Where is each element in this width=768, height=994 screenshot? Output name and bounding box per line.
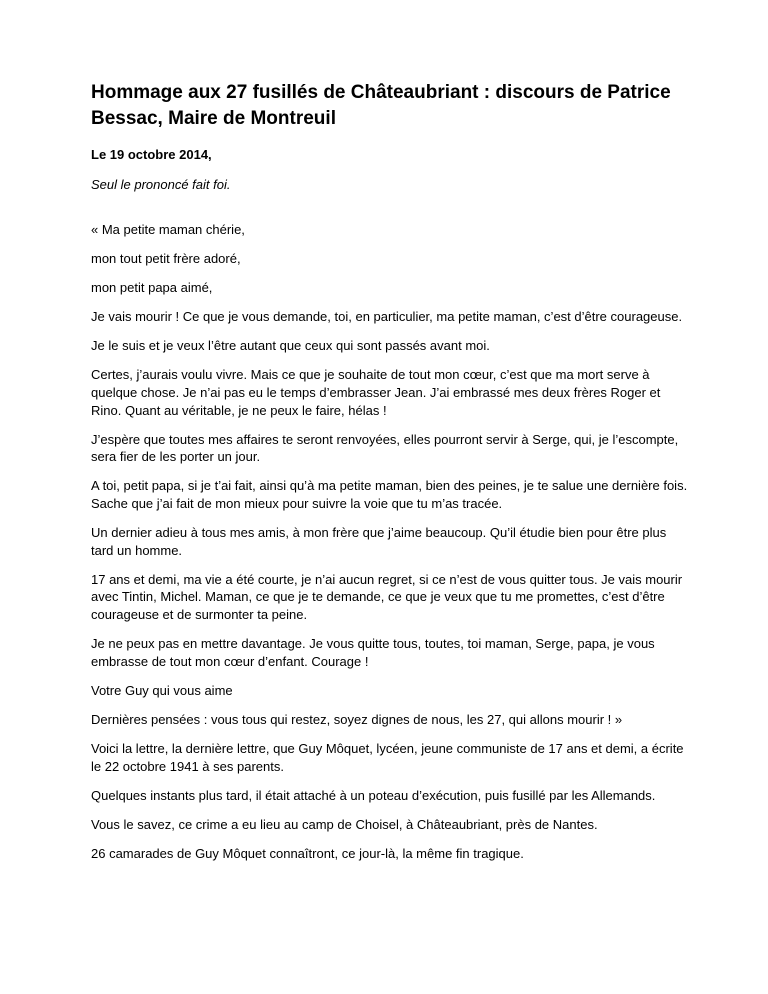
paragraph: Je le suis et je veux l’être autant que ceux qui sont passés avant moi.: [91, 338, 490, 354]
document-title: Hommage aux 27 fusillés de Châteaubriant : discours de Patrice Bessac, Maire de Montreuil: [91, 82, 671, 129]
paragraph: Voici la lettre, la dernière lettre, que Guy Môquet, lycéen, jeune communiste de 17 ans et demi, a écrite le 22 octobre 1941 à ses parents.: [91, 740, 684, 774]
paragraph: mon petit papa aimé,: [91, 280, 213, 296]
paragraph: Vous le savez, ce crime a eu lieu au camp de Choisel, à Châteaubriant, près de Nantes.: [91, 816, 598, 832]
paragraph: J’espère que toutes mes affaires te seront renvoyées, elles pourront servir à Serge, qui, je l’escompte, sera fier de les porter un jour.: [91, 431, 679, 465]
paragraph: 26 camarades de Guy Môquet connaîtront, ce jour-là, la même fin tragique.: [91, 845, 524, 861]
paragraph: Quelques instants plus tard, il était attaché à un poteau d’exécution, puis fusillé par les Allemands.: [91, 787, 656, 803]
document-date: Le 19 octobre 2014,: [91, 147, 212, 162]
paragraph: Je vais mourir ! Ce que je vous demande, toi, en particulier, ma petite maman, c’est d’être courageuse.: [91, 309, 683, 325]
document-body: [91, 221, 691, 862]
paragraph: Je ne peux pas en mettre davantage. Je vous quitte tous, toutes, toi maman, Serge, papa, je vous embrasse de tout mon cœur d’enfant. Courage !: [91, 636, 655, 669]
paragraph: Un dernier adieu à tous mes amis, à mon frère que j’aime beaucoup. Qu’il étudie bien pour être plus tard un homme.: [91, 525, 667, 558]
paragraph: A toi, petit papa, si je t’ai fait, ainsi qu’à ma petite maman, bien des peines, je te salue une dernière fois. Sache que j’ai fait de mon mieux pour suivre la voie que tu m’as tracée.: [91, 478, 688, 512]
document-note: Seul le prononcé fait foi.: [91, 177, 231, 192]
paragraph: Certes, j’aurais voulu vivre. Mais ce que je souhaite de tout mon cœur, c’est que ma mort serve à quelque chose. Je n’ai pas eu le temps d’embrasser Jean. J’ai embrassé mes deux frères Roger et Rino. Quant au véritable, je ne peux le faire, hélas !: [91, 367, 661, 418]
paragraph: mon tout petit frère adoré,: [91, 251, 241, 267]
paragraph: 17 ans et demi, ma vie a été courte, je n’ai aucun regret, si ce n’est de vous quitter tous. Je vais mourir avec Tintin, Michel. Maman, ce que je te demande, ce que je veux que tu me promettes, c’est d’être courageuse et de surmonter ta peine.: [91, 571, 683, 622]
paragraph: Dernières pensées : vous tous qui restez, soyez dignes de nous, les 27, qui allons mourir ! »: [91, 711, 623, 727]
paragraph: Votre Guy qui vous aime: [91, 682, 233, 698]
paragraph: « Ma petite maman chérie,: [91, 222, 245, 237]
document-page: [91, 80, 691, 874]
